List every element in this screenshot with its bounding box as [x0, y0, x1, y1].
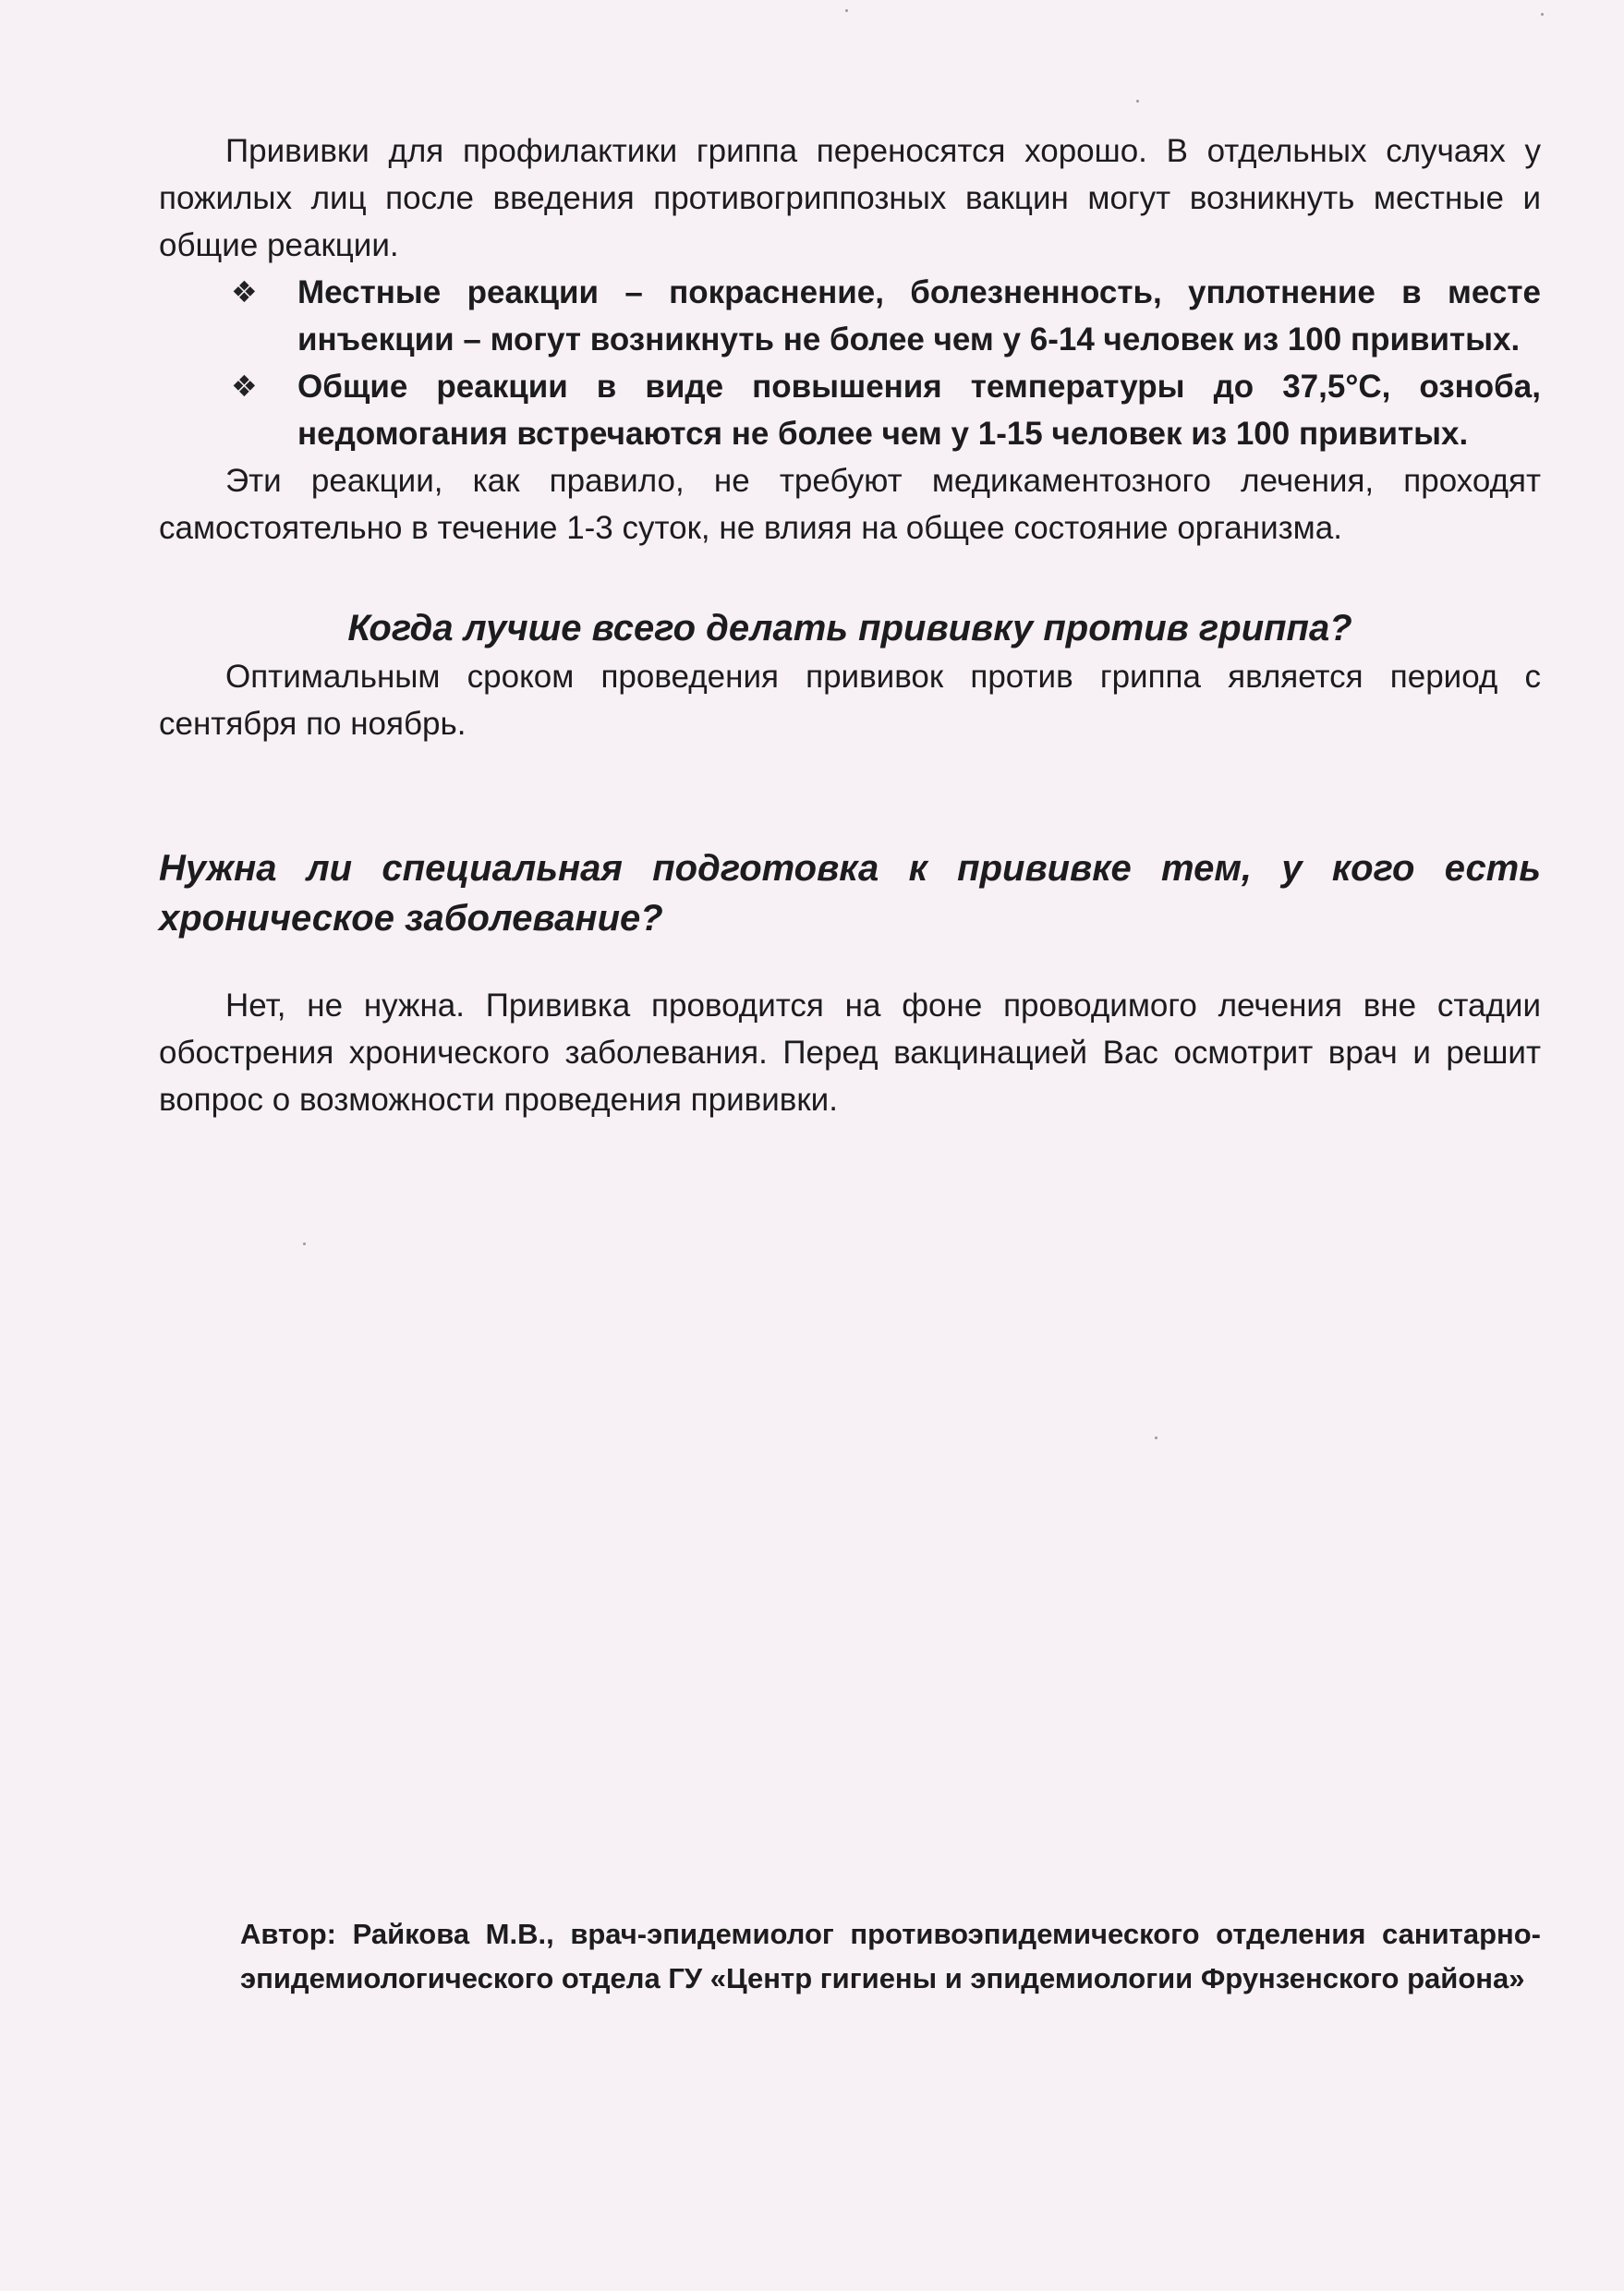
- intro-paragraph: Прививки для профилактики гриппа переносятся хорошо. В отдельных случаях у пожилых лиц после введения противогриппозных вакцин могут возникнуть местные и общие реакции.: [159, 133, 1541, 263]
- reactions-list: [159, 269, 1541, 457]
- scan-speck: [1155, 1436, 1157, 1439]
- list-item-text: Местные реакции – покраснение, болезненность, уплотнение в месте инъекции – могут возникнуть не более чем у 6-14 человек из 100 привитых.: [297, 274, 1541, 358]
- chronic-heading: Нужна ли специальная подготовка к прививке тем, у кого есть хроническое заболевание?: [159, 848, 1541, 939]
- scan-speck: [845, 9, 848, 12]
- timing-heading: Когда лучше всего делать прививку против гриппа?: [347, 608, 1352, 649]
- diamond-bullet-icon: ❖: [231, 370, 258, 403]
- scan-speck: [1136, 100, 1139, 103]
- scan-speck: [1541, 13, 1544, 16]
- reactions-note: Эти реакции, как правило, не требуют медикаментозного лечения, проходят самостоятельно в течение 1-3 суток, не влияя на общее состояние организма.: [159, 463, 1541, 546]
- chronic-paragraph: Нет, не нужна. Прививка проводится на фоне проводимого лечения вне стадии обострения хронического заболевания. Перед вакцинацией Вас осмотрит врач и решит вопрос о возможности проведения прививки.: [159, 988, 1541, 1118]
- author-credit: Автор: Райкова М.В., врач-эпидемиолог противоэпидемического отделения санитарно-эпидемиологического отдела ГУ «Центр гигиены и эпидемиологии Фрунзенского района»: [240, 1918, 1541, 1994]
- diamond-bullet-icon: ❖: [231, 275, 258, 309]
- timing-paragraph: Оптимальным сроком проведения прививок против гриппа является период с сентября по ноябрь.: [159, 659, 1541, 742]
- scan-speck: [303, 1242, 306, 1245]
- list-item-text: Общие реакции в виде повышения температуры до 37,5°С, озноба, недомогания встречаются не более чем у 1-15 человек из 100 привитых.: [297, 369, 1541, 452]
- document-body: [159, 127, 1541, 1123]
- list-item: [159, 363, 1541, 457]
- list-item: [159, 269, 1541, 363]
